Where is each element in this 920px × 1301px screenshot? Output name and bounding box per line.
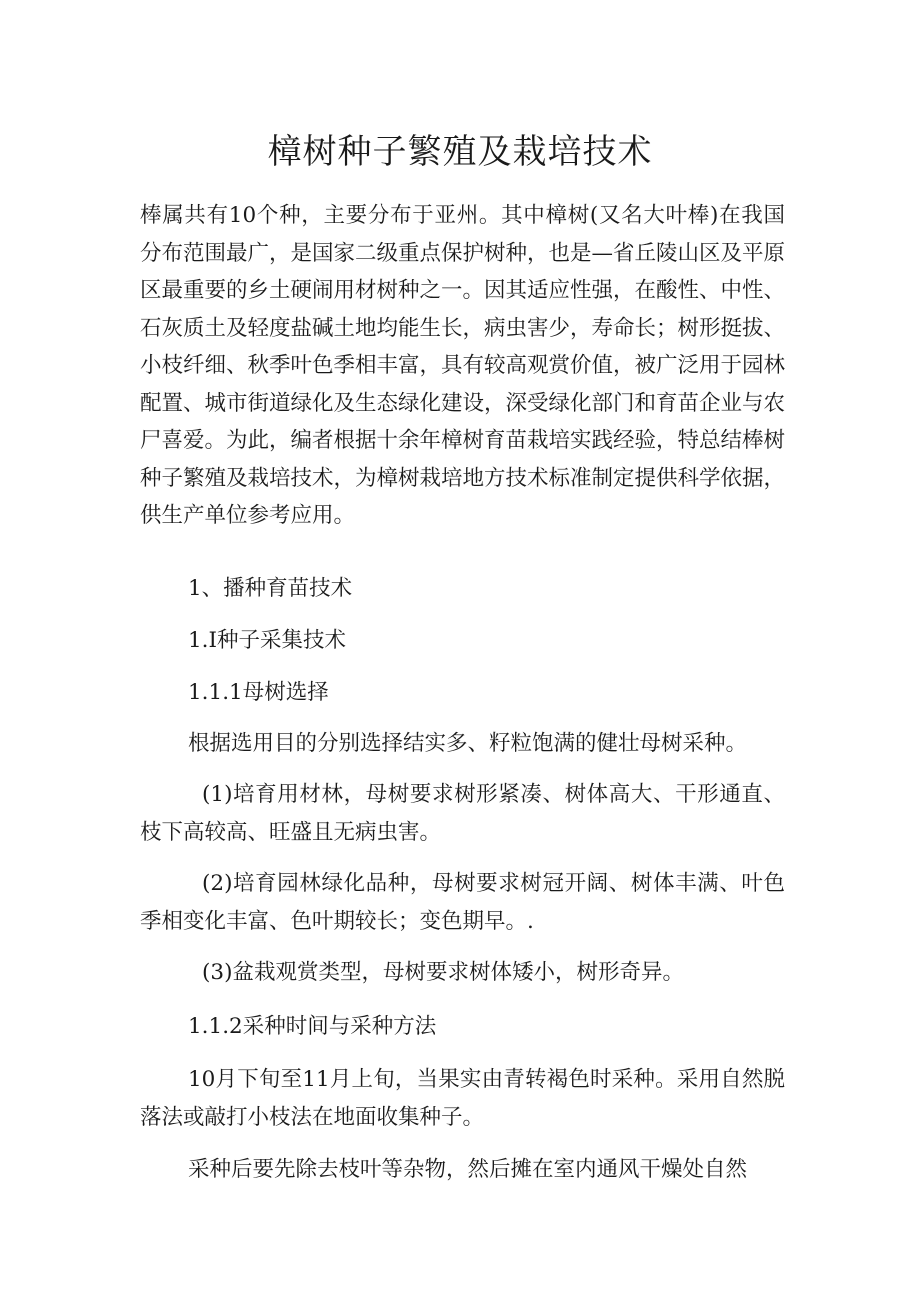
list-item-timber: (1)培育用材林，母树要求树形紧凑、树体高大、干形通直、枝下高较高、旺盛且无病虫害。 — [140, 782, 785, 845]
intro-paragraph: 棒属共有10个种，主要分布于亚州。其中樟树(又名大叶棒)在我国分布范围最广，是国家二级重点保护树种，也是—省丘陵山区及平原区最重要的乡土硬闹用材树种之一。因其适应性强，在酸性、中性、石灰质土及轻度盐碱土地均能生长，病虫害少，寿命长；树形挺拔、小枝纤细、秋季叶色季相丰富，具有较高观赏价值，被广泛用于园林配置、城市街道绿化及生态绿化建设，深受绿化部门和育苗企业与农尸喜爱。为此，编者根据十余年樟树育苗栽培实践经验，特总结棒树种子繁殖及栽培技术，为樟树栽培地方技术标准制定提供科学依据，供生产单位参考应用。 — [140, 203, 786, 528]
paragraph-collection-time: 10月下旬至11月上旬，当果实由青转褐色时采种。采用自然脱落法或敲打小枝法在地面收集种子。 — [140, 1067, 785, 1130]
heading-collection-time: 1.1.2采种时间与采种方法 — [188, 1014, 437, 1039]
heading-mother-tree: 1.1.1母树选择 — [188, 680, 329, 705]
heading-sowing-technique: 1、播种育苗技术 — [188, 576, 353, 601]
document-title: 樟树种子繁殖及栽培技术 — [267, 132, 653, 172]
heading-seed-collection: 1.I种子采集技术 — [188, 628, 347, 653]
paragraph-mother-tree: 根据选用目的分别选择结实多、籽粒饱满的健壮母树采种。 — [188, 731, 748, 756]
list-item-bonsai: (3)盆栽观赏类型，母树要求树体矮小，树形奇异。 — [202, 960, 684, 985]
paragraph-after-collection: 采种后要先除去枝叶等杂物，然后摊在室内通风干燥处自然 — [188, 1157, 748, 1182]
list-item-landscape: (2)培育园林绿化品种，母树要求树冠开阔、树体丰满、叶色季相变化丰富、色叶期较长；变色期早。. — [140, 871, 785, 934]
